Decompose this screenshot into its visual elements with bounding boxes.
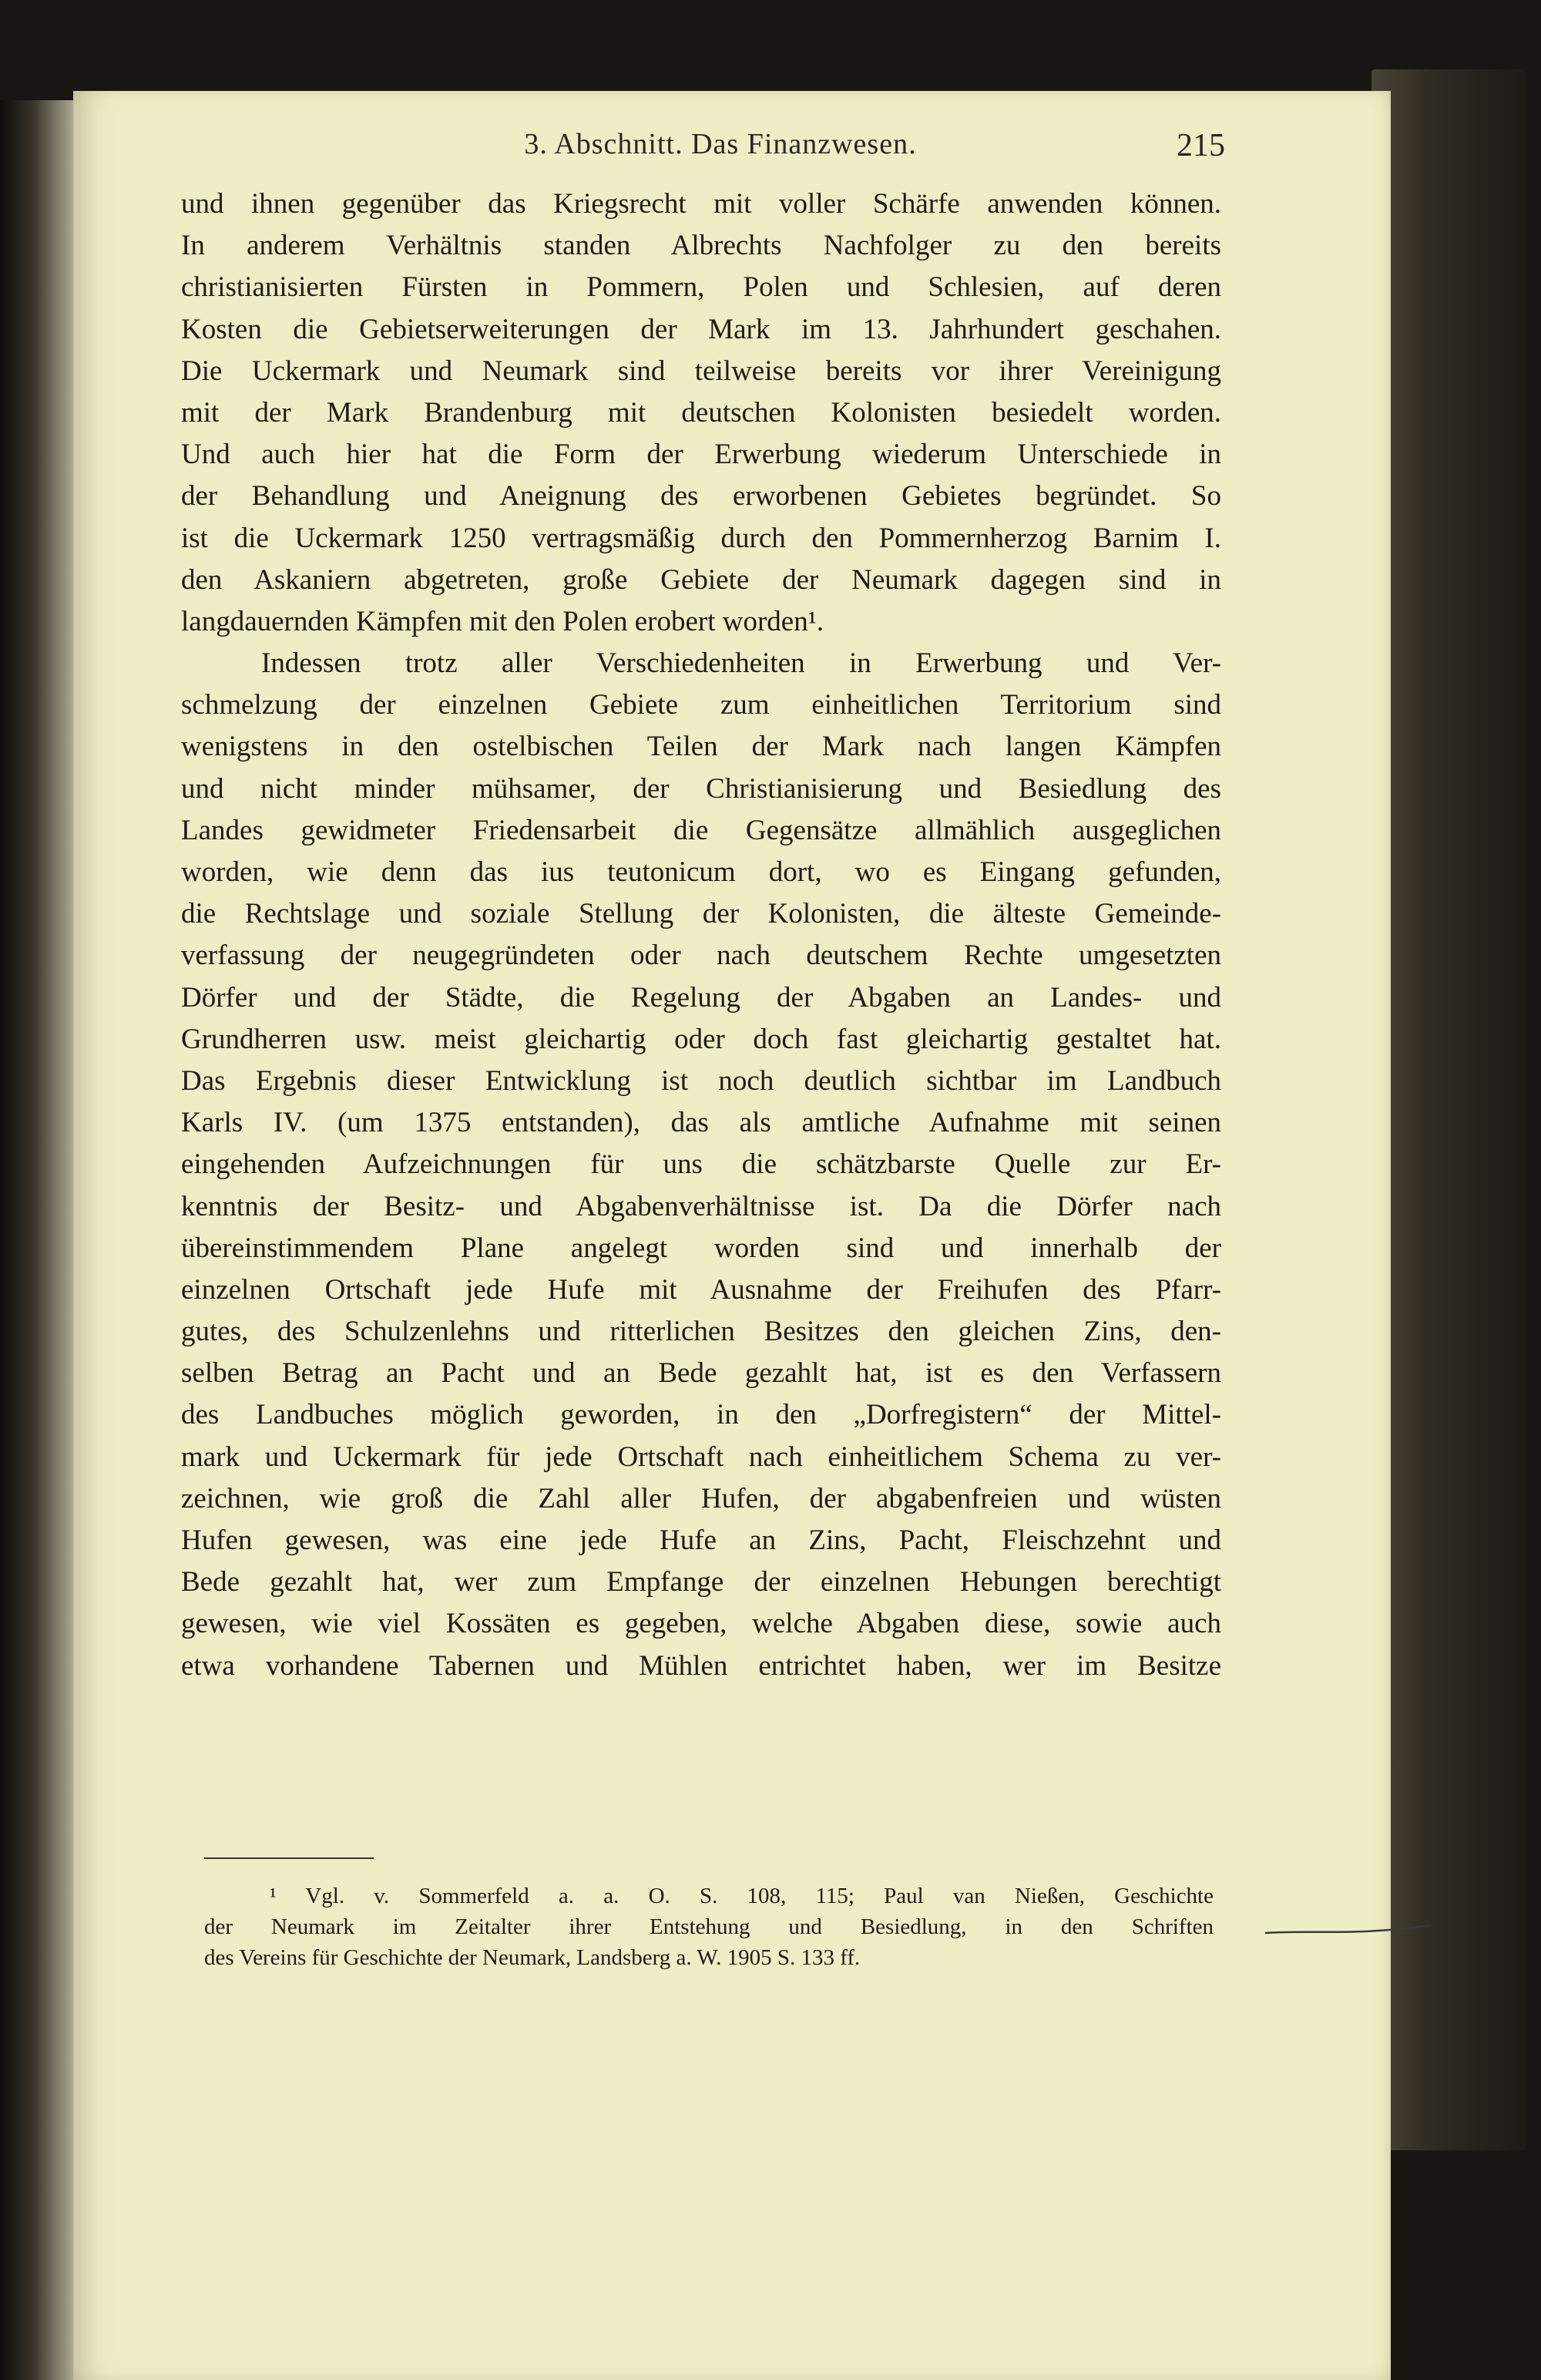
text-line: worden, wie denn das ius teutonicum dort, wo es Eingang gefunden, (181, 856, 1221, 888)
footnote-rule (204, 1857, 374, 1859)
book-gutter-shadow (0, 100, 85, 2380)
text-line: gewesen, wie viel Kossäten es gegeben, welche Abgaben diese, sowie auch (181, 1608, 1221, 1640)
text-line: kenntnis der Besitz- und Abgabenverhältnisse ist. Da die Dörfer nach (181, 1190, 1221, 1222)
text-line: eingehenden Aufzeichnungen für uns die schätzbarste Quelle zur Er- (181, 1148, 1221, 1181)
text-line: Grundherren usw. meist gleichartig oder doch fast gleichartig gestaltet hat. (181, 1023, 1221, 1055)
text-line: Karls IV. (um 1375 entstanden), das als amtliche Aufnahme mit seinen (181, 1107, 1221, 1139)
text-line: Das Ergebnis dieser Entwicklung ist noch deutlich sichtbar im Landbuch (181, 1064, 1221, 1097)
text-line: ist die Uckermark 1250 vertragsmäßig durch den Pommernherzog Barnim I. (181, 522, 1221, 554)
text-line: einzelnen Ortschaft jede Hufe mit Ausnahme der Freihufen des Pfarr- (181, 1273, 1221, 1306)
text-line: gutes, des Schulzenlehns und ritterlichen Besitzes den gleichen Zins, den- (181, 1316, 1221, 1348)
text-line: Hufen gewesen, was eine jede Hufe an Zins, Pacht, Fleischzehnt und (181, 1524, 1221, 1556)
text-line: christianisierten Fürsten in Pommern, Polen und Schlesien, auf deren (181, 271, 1221, 304)
text-line: mark und Uckermark für jede Ortschaft nach einheitlichem Schema zu ver- (181, 1440, 1221, 1473)
page-number: 215 (1177, 128, 1225, 163)
text-line: und nicht minder mühsamer, der Christianisierung und Besiedlung des (181, 772, 1221, 805)
body-text (181, 183, 1221, 1687)
text-line: Kosten die Gebietserweiterungen der Mark im 13. Jahrhundert geschahen. (181, 313, 1221, 345)
text-line: und ihnen gegenüber das Kriegsrecht mit voller Schärfe anwenden können. (181, 188, 1221, 220)
text-line: In anderem Verhältnis standen Albrechts Nachfolger zu den bereits (181, 230, 1221, 262)
text-line: des Landbuches möglich geworden, in den „Dorfregistern“ der Mittel- (181, 1399, 1221, 1431)
footnotes (204, 1881, 1214, 1973)
text-line: übereinstimmendem Plane angelegt worden sind und innerhalb der (181, 1232, 1221, 1264)
text-line: Bede gezahlt hat, wer zum Empfange der einzelnen Hebungen berechtigt (181, 1566, 1221, 1598)
text-line-paragraph-start: Indessen trotz aller Verschiedenheiten in Erwerbung und Ver- (261, 647, 1221, 680)
text-line: wenigstens in den ostelbischen Teilen der Mark nach langen Kämpfen (181, 731, 1221, 763)
text-line: etwa vorhandene Tabernen und Mühlen entrichtet haben, wer im Besitze (181, 1649, 1221, 1682)
text-line: den Askaniern abgetreten, große Gebiete der Neumark dagegen sind in (181, 563, 1221, 596)
text-line: selben Betrag an Pacht und an Bede gezahlt hat, ist es den Verfassern (181, 1357, 1221, 1390)
text-line-paragraph-end: langdauernden Kämpfen mit den Polen erobert worden¹. (181, 605, 824, 637)
text-line: Die Uckermark und Neumark sind teilweise bereits vor ihrer Vereinigung (181, 355, 1221, 387)
text-line: mit der Mark Brandenburg mit deutschen Kolonisten besiedelt worden. (181, 396, 1221, 429)
footnote-line: des Vereins für Geschichte der Neumark, Landsberg a. W. 1905 S. 133 ff. (204, 1945, 861, 1970)
book-cover-edge (1371, 69, 1526, 2150)
text-line: Landes gewidmeter Friedensarbeit die Gegensätze allmählich ausgeglichen (181, 814, 1221, 846)
pencil-mark-line (1264, 1919, 1433, 1942)
footnote-line: der Neumark im Zeitalter ihrer Entstehung und Besiedlung, in den Schriften (204, 1914, 1214, 1939)
text-line: Dörfer und der Städte, die Regelung der Abgaben an Landes- und (181, 981, 1221, 1014)
text-line: die Rechtslage und soziale Stellung der Kolonisten, die älteste Gemeinde- (181, 898, 1221, 930)
text-line: Und auch hier hat die Form der Erwerbung wiederum Unterschiede in (181, 439, 1221, 471)
footnote-line: ¹ Vgl. v. Sommerfeld a. a. O. S. 108, 115; Paul van Nießen, Geschichte (270, 1884, 1214, 1908)
text-line: der Behandlung und Aneignung des erworbenen Gebietes begründet. So (181, 480, 1221, 513)
running-head: 3. Abschnitt. Das Finanzwesen. (524, 128, 917, 160)
text-line: zeichnen, wie groß die Zahl aller Hufen, der abgabenfreien und wüsten (181, 1482, 1221, 1514)
text-line: verfassung der neugegründeten oder nach deutschem Rechte umgesetzten (181, 940, 1221, 972)
text-line: schmelzung der einzelnen Gebiete zum einheitlichen Territorium sind (181, 689, 1221, 721)
